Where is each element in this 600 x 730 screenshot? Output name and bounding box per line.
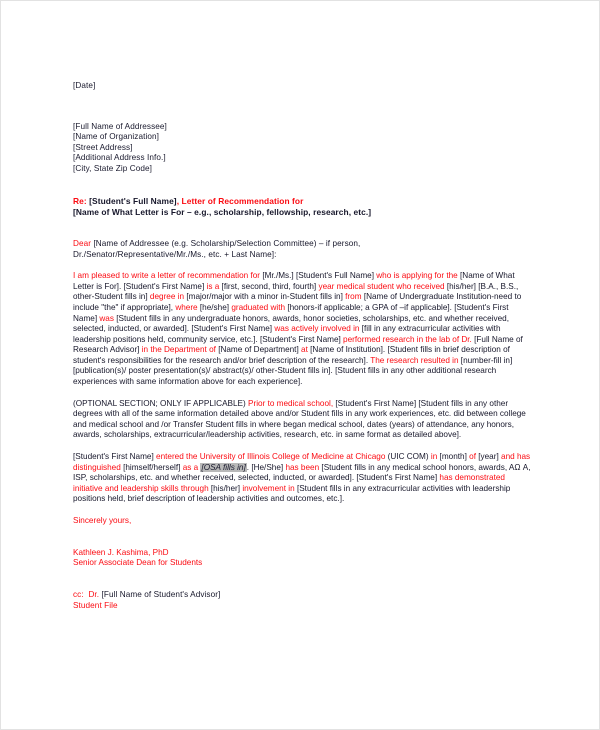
text-run-9: as a: [182, 462, 201, 472]
text-run-2: who is applying for the: [376, 271, 461, 281]
signature-block: [73, 548, 531, 569]
salutation-line-1: [73, 239, 531, 250]
spacer-signature-2: [73, 537, 531, 548]
cc-advisor: [Full Name of Student's Advisor]: [101, 590, 221, 600]
text-run-0: I am pleased to write a letter of recommendation for: [73, 271, 263, 281]
text-run-2: [Student's First Name] [Student fills in any other degrees with all of the same information detailed above and/or Student fills in any work experiences, etc. did between college and medical school and /or Transfer Student fills in where began medical school, dates (years) of attendance, any honors, awards, scholarships, extracurricular/leadership activities, research, etc. in same format as detailed above].: [73, 398, 526, 440]
text-run-26: The research resulted in: [370, 355, 461, 365]
salutation-greeting: Dear: [73, 238, 92, 248]
text-run-10: [OSA fills in]: [201, 462, 246, 472]
spacer-after-address: [73, 175, 531, 186]
text-run-24: at: [301, 345, 311, 355]
text-run-2: (UIC COM): [387, 452, 431, 462]
text-run-1: entered the University of Illinois College of Medicine at Chicago: [156, 452, 388, 462]
cc-label: cc:: [73, 590, 84, 600]
spacer-before-p2: [73, 388, 531, 399]
re-subject: Letter of Recommendation for: [181, 195, 304, 206]
text-run-7: [his/her] [B.A., B.S., other-Student fills in]: [73, 281, 519, 302]
paragraph-two-optional: [73, 399, 531, 441]
text-run-11: .: [246, 462, 252, 472]
text-run-0: [Student's First Name]: [73, 452, 157, 462]
re-line-1: Re: [Student's Full Name], Letter of Recommendation for: [73, 195, 304, 206]
text-run-1: Prior to medical school,: [248, 398, 336, 408]
text-run-25: [Name of Institution]. [Student fills in brief description of student's responsibilities for the research and/or brief description of the research].: [73, 345, 510, 365]
text-run-7: and has distinguished: [73, 452, 531, 472]
text-run-22: in the Department of: [141, 345, 219, 355]
text-run-12: [He/She]: [251, 462, 286, 472]
paragraph-three: [73, 452, 531, 505]
spacer-cc-2: [73, 580, 531, 591]
text-run-19: [fill in any extracurricular activities with leadership positions held, community service, etc.]. [Student's First Name]: [73, 324, 501, 344]
salutation-rest: [Name of Addressee (e.g. Scholarship/Selection Committee) – if person,: [93, 238, 361, 248]
text-run-17: [Student fills in any undergraduate honors, awards, honor societies, scholarships, etc. and whether received, selected, inducted, or awarded]. [Student's First Name]: [73, 313, 510, 334]
text-run-5: of: [469, 452, 479, 462]
address-block: [73, 122, 531, 175]
re-label: Re:: [73, 195, 87, 206]
spacer-before-p3: [73, 441, 531, 452]
text-run-8: degree in: [149, 292, 187, 302]
text-run-21: [Full Name of Research Advisor]: [73, 334, 523, 355]
text-run-4: is a: [206, 281, 222, 291]
text-run-18: [Student fills in any extracurricular activities with leadership positions held, brief description of leadership activities and outcomes, etc.].: [73, 483, 511, 504]
date-line: [Date]: [73, 81, 96, 90]
text-run-15: has demonstrated initiative and leadership skills through: [73, 473, 505, 493]
address-line: [Street Address]: [73, 142, 133, 152]
text-run-14: graduated with: [231, 302, 288, 312]
signer-title: Senior Associate Dean for Students: [73, 558, 203, 568]
letter-body: [73, 81, 531, 611]
text-run-23: [Name of Department]: [218, 345, 302, 355]
spacer-before-p1: [73, 260, 531, 271]
text-run-13: has been: [285, 462, 322, 472]
text-run-3: [Name of What Letter is For]. [Student's First Name]: [73, 271, 515, 291]
text-run-13: [he/she]: [199, 302, 232, 312]
address-line: [Name of Organization]: [73, 132, 159, 142]
text-run-14: [Student fills in any medical school honors, awards, AΩ A, ISP, scholarships, etc. and whether received, selected, inducted, or awarded]. [Student's First Name]: [73, 462, 531, 483]
text-run-1: [Mr./Ms.] [Student's Full Name]: [262, 271, 377, 281]
text-run-27: [number-fill in] [publication(s)/ poster presentation(s)/ abstract(s)/ other-Student fills in]. [Student fills in any other additional research experiences with same information above for each experience].: [73, 355, 513, 387]
text-run-20: performed research in the lab of Dr.: [343, 334, 475, 344]
spacer-after-re-2: [73, 228, 531, 239]
spacer-after-address-2: [73, 185, 531, 196]
cc-line-2: Student File: [73, 600, 118, 610]
text-run-10: from: [345, 292, 364, 302]
spacer-after-re: [73, 218, 531, 229]
text-run-16: was: [99, 313, 117, 323]
re-block: [73, 196, 531, 218]
address-line: [Full Name of Addressee]: [73, 121, 167, 131]
cc-block: [73, 590, 531, 611]
text-run-8: [himself/herself]: [123, 462, 183, 472]
salutation-line-2: Dr./Senator/Representative/Mr./Ms., etc. + Last Name]:: [73, 249, 277, 259]
re-line-2: [Name of What Letter is For – e.g., scholarship, fellowship, research, etc.]: [73, 206, 372, 217]
text-run-15: [honors-if applicable; a GPA of –if applicable]. [Student's First Name]: [73, 302, 509, 323]
cc-line-1: [73, 590, 531, 601]
text-run-5: [first, second, third, fourth]: [221, 281, 319, 291]
cc-prefix: Dr.: [88, 590, 100, 600]
paragraph-one: [73, 271, 531, 388]
text-run-17: involvement in: [242, 483, 297, 493]
address-line: [Additional Address Info.]: [73, 153, 166, 163]
spacer-cc-1: [73, 569, 531, 580]
text-run-3: in: [430, 452, 440, 462]
text-run-11: [Name of Undergraduate Institution-need to include "the" if appropriate],: [73, 292, 522, 312]
closing-line: Sincerely yours,: [73, 516, 132, 525]
signer-name: Kathleen J. Kashima, PhD: [73, 547, 169, 557]
text-run-4: [month]: [439, 452, 470, 462]
text-run-9: [major/major with a minor in-Student fills in]: [186, 292, 346, 302]
text-run-12: where: [175, 302, 200, 312]
re-student-name: [Student's Full Name]: [89, 195, 177, 206]
spacer-signature-1: [73, 527, 531, 538]
text-run-6: [year]: [478, 452, 502, 462]
salutation-block: [73, 239, 531, 260]
text-run-6: year medical student who received: [318, 281, 447, 291]
address-line: [City, State Zip Code]: [73, 163, 153, 173]
text-run-18: was actively involved in: [274, 324, 362, 334]
text-run-0: (OPTIONAL SECTION; ONLY IF APPLICABLE): [73, 398, 249, 408]
spacer-before-closing: [73, 505, 531, 516]
text-run-16: [his/her]: [210, 483, 243, 493]
spacer-after-date: [73, 92, 531, 122]
